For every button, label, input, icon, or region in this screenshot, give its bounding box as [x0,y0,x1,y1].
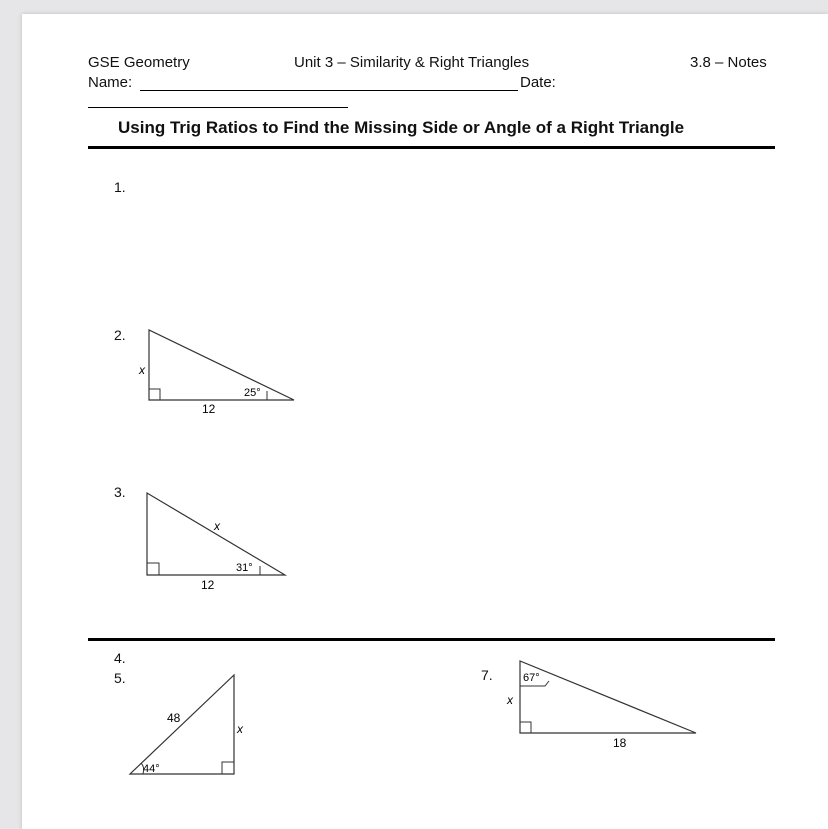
hyp-label: 48 [167,711,181,725]
date-blank-line [88,107,348,108]
side-label-x: x [139,363,145,377]
hyp-label-x: x [214,519,220,533]
triangle-figure-5 [122,670,272,780]
base-label: 12 [202,402,216,416]
angle-label: 44° [143,763,160,775]
date-label: Date: [520,74,556,91]
triangle-5-shape [130,675,234,774]
right-angle-mark [147,563,159,575]
side-label-x: x [237,722,243,736]
right-angle-mark [222,762,234,774]
problem-number-7: 7. [481,667,493,683]
section-divider [88,638,775,641]
triangle-figure-2 [122,320,312,430]
problem-number-4: 4. [114,650,126,666]
right-angle-mark [520,722,531,733]
base-label: 12 [201,578,215,592]
triangle-3-shape [147,493,285,575]
page-title: Using Trig Ratios to Find the Missing Side or Angle of a Right Triangle [118,118,685,137]
triangle-figure-3 [122,488,312,598]
problem-number-5: 5. [114,670,126,686]
problem-number-2: 2. [114,327,126,343]
side-label-x: x [507,693,513,707]
problem-number-3: 3. [114,484,126,500]
name-blank-line [140,90,518,91]
triangle-figure-7 [505,656,705,756]
angle-label: 31° [236,562,253,574]
unit-label: Unit 3 – Similarity & Right Triangles [294,54,530,71]
triangle-7-shape [520,661,696,733]
title-divider [88,146,775,149]
course-label: GSE Geometry [88,54,190,71]
base-label: 18 [613,736,627,750]
triangle-2-shape [149,330,294,400]
name-label: Name: [88,74,133,91]
right-angle-mark [149,389,160,400]
angle-label: 67° [523,672,540,684]
worksheet-page [22,14,828,829]
problem-number-1: 1. [114,179,126,195]
section-label: 3.8 – Notes [690,54,767,71]
angle-label: 25° [244,387,261,399]
